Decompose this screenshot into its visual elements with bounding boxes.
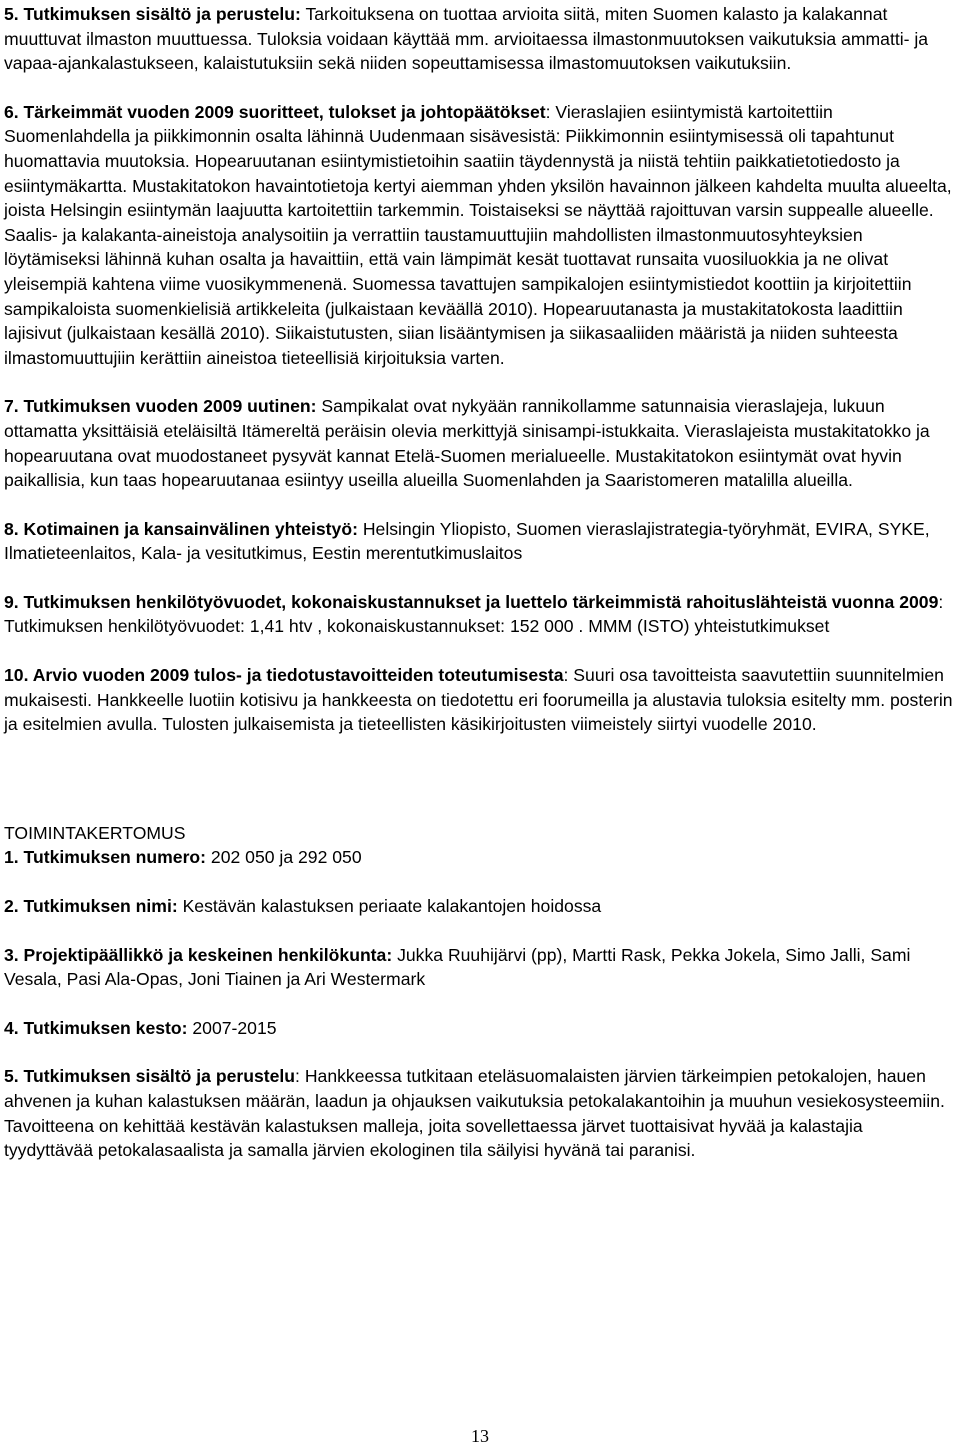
report-section-4-label: 4. Tutkimuksen kesto: <box>4 1017 188 1038</box>
report-section-3-paragraph <box>4 943 956 992</box>
report-section-4-text: 2007-2015 <box>187 1017 277 1038</box>
report-heading: TOIMINTAKERTOMUS <box>4 822 186 843</box>
section-9-text: : Tutkimuksen henkilötyövuodet: 1,41 htv , kokonaiskustannukset: 152 000 . MMM (ISTO) yhteistutkimukset <box>4 591 944 637</box>
section-5-paragraph <box>4 2 956 76</box>
section-8-paragraph <box>4 517 956 566</box>
section-7-text: Sampikalat ovat nykyään rannikollamme satunnaisia vieraslajeja, lukuun ottamatta yksittäisiä eteläisiltä Itämereltä peräisin olevia merkittyjä sinisampi-istukkaita. Vieraslajeista mustakitatokko ja hopearuutana ovat muodostaneet pysyvät kannat Etelä-Suomen merialueelle. Mustakitatokon esiintymät ovat hyvin paikallisia, kun taas hopearuutanaa esiintyy useilla alueilla Suomenlahden ja Saaristomeren matalilla alueilla. <box>4 396 930 491</box>
section-10-label: 10. Arvio vuoden 2009 tulos- ja tiedotustavoitteiden toteutumisesta <box>4 665 564 686</box>
section-6-text: : Vieraslajien esiintymistä kartoitettiin Suomenlahdella ja piikkimonnin osalta lähinnä Uudenmaan sisävesistä: Piikkimonnin esiintymisessä oli tapahtunut huomattavia muutoksia. Hopearuutanan esiintymistietoihin saatiin täydennystä ja niistä tehtiin paikkatietotiedosto ja esiintymäkartta. Mustakitatokon havaintotietoja kertyi aiemman yhden yksilön havainnon jälkeen kahdelta muulta alueelta, joista Helsingin esiintymän laajuutta kartoitettiin tarkemmin. Toistaiseksi se näyttää rajoittuvan varsin suppealle alueelle. Saalis- ja kalakanta-aineistoja analysoitiin ja verrattiin taustamuuttujiin mahdollisten ilmastonmuutosyhteyksien löytämiseksi lähinnä kuhan osalta ja havaittiin, että vain lämpimät kesät tuottavat runsaita vuosiluokkia ja ne olivat yleisempiä kahtena viime vuosikymmenenä. Suomessa tavattujen sampikalojen esiintymistiedot koottiin ja kirjoitettiin sampikaloista suomenkielisiä artikkeleita (julkaistaan keväällä 2010). Hopearuutanasta ja mustakitatokosta laadittiin lajisivut (julkaistaan kesällä 2010). Siikaistutusten, siian lisääntymisen ja siikasaaliiden määristä ja niiden suhteesta ilmastomuuttujiin kerättiin aineistoa tieteellisiä kirjoituksia varten. <box>4 101 952 368</box>
document-page <box>4 0 956 1163</box>
report-section-4-paragraph <box>4 1016 956 1041</box>
report-section-5-paragraph <box>4 1064 956 1162</box>
report-section-1-paragraph <box>4 845 956 870</box>
section-9-paragraph <box>4 590 956 639</box>
report-section-5-text: : Hankkeessa tutkitaan eteläsuomalaisten järvien tärkeimpien petokalojen, hauen ahvenen ja kuhan kalastuksen määrän, laadun ja ohjauksen vaikutuksia petokalakantoihin ja muuhun vesiekosysteemiin. Tavoitteena on kehittää kestävän kalastuksen malleja, joita sovellettaessa järvet tuottaisivat hyvää ja kalastajia tyydyttävää petokalasaalista ja samalla järvien ekologinen tila säilyisi hyvänä tai paranisi. <box>4 1066 945 1161</box>
report-section-5-label: 5. Tutkimuksen sisältö ja perustelu <box>4 1066 296 1087</box>
section-9-label: 9. Tutkimuksen henkilötyövuodet, kokonaiskustannukset ja luettelo tärkeimmistä rahoituslähteistä vuonna 2009 <box>4 591 939 612</box>
report-section-2-label: 2. Tutkimuksen nimi: <box>4 896 178 917</box>
report-section-1-label: 1. Tutkimuksen numero: <box>4 847 207 868</box>
section-10-text: : Suuri osa tavoitteista saavutettiin suunnitelmien mukaisesti. Hankkeelle luotiin kotisivu ja hankkeesta on tiedotettu eri foorumeilla ja alustavia tuloksia esitelty mm. posterin ja esitelmien avulla. Tulosten julkaisemista ja tieteellisten käsikirjoitusten viimeistely siirtyi vuodelle 2010. <box>4 665 953 735</box>
report-section-3-text: Jukka Ruuhijärvi (pp), Martti Rask, Pekka Jokela, Simo Jalli, Sami Vesala, Pasi Ala-Opas, Joni Tiainen ja Ari Westermark <box>4 944 911 990</box>
section-6-paragraph <box>4 100 956 371</box>
section-5-label: 5. Tutkimuksen sisältö ja perustelu: <box>4 4 301 24</box>
section-7-label: 7. Tutkimuksen vuoden 2009 uutinen: <box>4 396 317 417</box>
section-10-paragraph <box>4 663 956 737</box>
report-section-3-label: 3. Projektipäällikkö ja keskeinen henkilökunta: <box>4 944 393 965</box>
section-7-paragraph <box>4 394 956 492</box>
report-section-2-text: Kestävän kalastuksen periaate kalakantojen hoidossa <box>177 896 602 917</box>
report-section-1-text: 202 050 ja 292 050 <box>206 847 362 868</box>
section-8-label: 8. Kotimainen ja kansainvälinen yhteistyö: <box>4 518 358 539</box>
report-section-2-paragraph <box>4 894 956 919</box>
page-number: 13 <box>471 1426 489 1446</box>
section-5-text: Tarkoituksena on tuottaa arvioita siitä, miten Suomen kalasto ja kalakannat muuttuvat ilmaston muuttuessa. Tuloksia voidaan käyttää mm. arvioitaessa ilmastonmuutoksen vaikutuksia ammatti- ja vapaa-ajankalastukseen, kalaistutuksiin sekä niiden sopeuttamisessa ilmastomuutoksen vaikutuksiin. <box>4 4 929 74</box>
section-6-label: 6. Tärkeimmät vuoden 2009 suoritteet, tulokset ja johtopäätökset <box>4 101 546 122</box>
section-8-text: Helsingin Yliopisto, Suomen vieraslajistrategia-työryhmät, EVIRA, SYKE, Ilmatieteenlaitos, Kala- ja vesitutkimus, Eestin merentutkimuslaitos <box>4 518 930 564</box>
